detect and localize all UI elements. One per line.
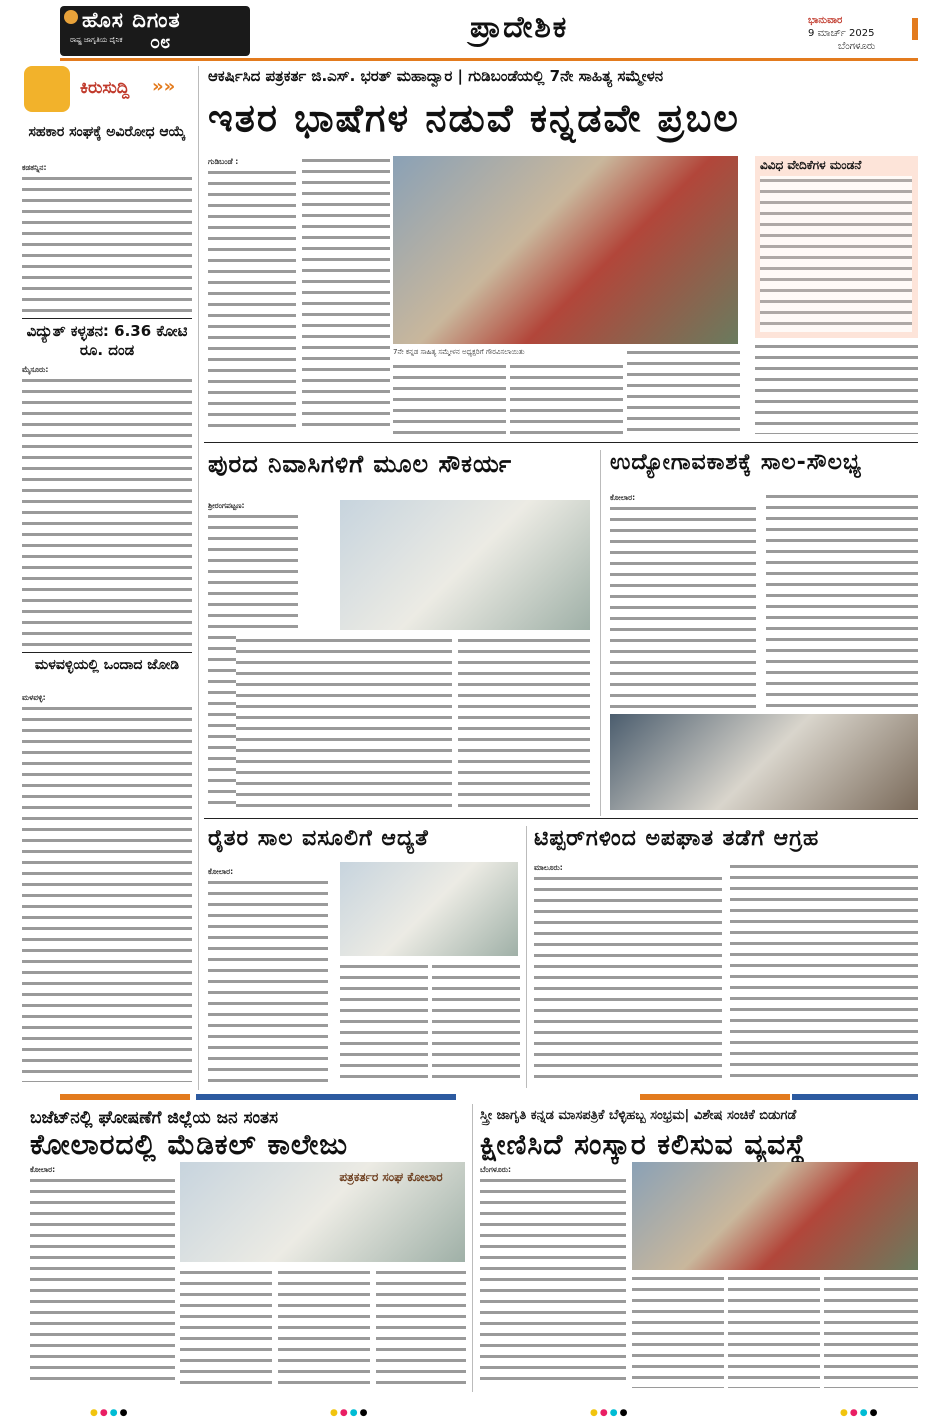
logo-icon [64,10,78,24]
raitara-body-col2 [340,962,428,1084]
samskara-headline: ಕ್ಷೀಣಿಸಿದೆ ಸಂಸ್ಕಾರ ಕಲಿಸುವ ವ್ಯವಸ್ಥೆ [480,1128,806,1161]
purada-headline: ಪುರದ ನಿವಾಸಿಗಳಿಗೆ ಮೂಲ ಸೌಕರ್ಯ [208,450,513,478]
story1-title: ಸಹಕಾರ ಸಂಘಕ್ಕೆ ಅವಿರೋಧ ಆಯ್ಕೆ [28,124,186,140]
date-city: ಬೆಂಗಳೂರು [838,41,876,52]
medical-body-col3 [278,1268,370,1388]
medical-photo-banner: ಪತ್ರಕರ್ತರ ಸಂಘ ಕೋಲಾರ [339,1170,443,1184]
medical-body-col2 [180,1268,272,1388]
lead-photo [393,156,738,344]
story1-dateline: ಕಡತನ್ನಿನ: [22,163,47,172]
lead-dateline: ಗುಡಿಬಂಡೆ : [208,157,239,166]
purada-body-col2 [236,636,346,812]
purada-dateline: ಶ್ರೀರಂಗಪಟ್ಟಣ: [208,501,245,510]
divider [22,652,192,653]
udyoga-dateline: ಕೋಲಾರ: [610,493,636,502]
divider [204,818,918,819]
registration-marks: ●●●● [330,1408,370,1418]
tipper-dateline: ಮಾಲೂರು: [534,863,563,872]
divider [22,318,192,319]
story2-body [22,376,192,646]
udyoga-photo [610,714,918,810]
accent-strip [640,1094,790,1100]
masthead-subtitle: ರಾಷ್ಟ್ರ ಜಾಗೃತಿಯ ದೈನಿಕ [70,36,123,44]
accent-strip [60,1094,190,1100]
purada-photo [340,500,590,630]
top-rule [60,58,918,61]
kiru-suddi-label: ಕಿರುಸುದ್ದಿ [80,78,130,98]
sidebar-title: ವಿವಿಧ ವೇದಿಕೆಗಳ ಮಂಡನೆ [760,158,862,172]
column-divider [600,450,601,816]
medical-headline: ಕೋಲಾರದಲ್ಲಿ ಮೆಡಿಕಲ್ ಕಾಲೇಜು [30,1128,348,1161]
date-text: 9 ಮಾರ್ಚ್ 2025 [808,28,875,39]
medical-dateline: ಕೋಲಾರ: [30,1165,56,1174]
date-box [808,14,875,53]
story3-title: ಮಳವಳ್ಳಿಯಲ್ಲಿ ಒಂದಾದ ಜೋಡಿ [34,657,180,673]
registration-marks: ●●●● [840,1408,880,1418]
raitara-dateline: ಕೋಲಾರ: [208,867,234,876]
samskara-body-col3 [728,1274,820,1388]
story3-body [22,704,192,1082]
raitara-body-col3 [432,962,520,1084]
column-divider [526,826,527,1088]
samskara-kicker: ಸ್ತ್ರೀ ಜಾಗೃತಿ ಕನ್ನಡ ಮಾಸಪತ್ರಿಕೆ ಬೆಳ್ಳಿಹಬ್ಬ ಸಂಭ್ರಮ| ವಿಶೇಷ ಸಂಚಿಕೆ ಬಿಡುಗಡೆ [480,1108,797,1123]
registration-marks: ●●●● [590,1408,630,1418]
raitara-body-col1 [208,878,328,1084]
lead-kicker: ಆಕರ್ಷಿಸಿದ ಪತ್ರಕರ್ತ ಜಿ.ಎಸ್. ಭರತ್ ಮಹಾದ್ವಾರ | ಗುಡಿಬಂಡೆಯಲ್ಲಿ 7ನೇ ಸಾಹಿತ್ಯ ಸಮ್ಮೇಳನ [208,67,664,85]
date-day: ಭಾನುವಾರ [808,15,843,26]
accent-strip [196,1094,456,1100]
raitara-photo [340,862,518,956]
sidebar-body [760,176,912,332]
lead-headline: ಇತರ ಭಾಷೆಗಳ ನಡುವೆ ಕನ್ನಡವೇ ಪ್ರಬಲ [208,96,740,140]
purada-body-col4 [458,636,590,812]
samskara-body-col1 [480,1176,626,1388]
lead-body-col1 [208,168,296,434]
samskara-body-col4 [824,1274,918,1388]
tipper-body-col1 [534,874,722,1084]
medical-body-col4 [376,1268,466,1388]
story2-title: ವಿದ್ಯುತ್ ಕಳ್ಳತನ: 6.36 ಕೋಟಿ ರೂ. ದಂಡ [26,322,188,359]
accent-strip [792,1094,918,1100]
chevrons-icon: »» [152,76,176,97]
raitara-headline: ರೈತರ ಸಾಲ ವಸೂಲಿಗೆ ಆದ್ಯತೆ [208,826,429,851]
medical-kicker: ಬಜೆಟ್‌ನಲ್ಲಿ ಘೋಷಣೆಗೆ ಜಿಲ್ಲೆಯ ಜನ ಸಂತಸ [30,1108,279,1128]
purada-body-col3 [342,636,452,812]
accent-bar [912,18,918,40]
hand-icon [24,66,70,112]
column-divider [198,66,199,1090]
samskara-body-col2 [632,1274,724,1388]
tipper-headline: ಟಿಪ್ಪರ್‌ಗಳಿಂದ ಅಪಘಾತ ತಡೆಗೆ ಆಗ್ರಹ [534,826,820,851]
story1-body [22,174,192,314]
samskara-dateline: ಬೆಂಗಳೂರು: [480,1165,512,1174]
divider [204,442,918,443]
tipper-body-col2 [730,862,918,1084]
lead-body-col2 [302,156,390,434]
story3-dateline: ಮಳವಳ್ಳಿ: [22,693,46,702]
masthead-title: ಹೊಸ ದಿಗಂತ [82,8,181,32]
lead-body-col5 [627,348,740,434]
udyoga-body-col2 [766,492,918,710]
story2-dateline: ಮೈಸೂರು: [22,365,49,374]
lead-body-col6 [755,342,918,434]
lead-photo-caption: 7ನೇ ಕನ್ನಡ ಸಾಹಿತ್ಯ ಸಮ್ಮೇಳನ ಅಧ್ಯಕ್ಷರಿಗೆ ಗೌರವಿಸಲಾಯಿತು [393,348,525,356]
lead-body-col4 [510,362,623,434]
column-divider [472,1104,473,1392]
udyoga-headline: ಉದ್ಯೋಗಾವಕಾಶಕ್ಕೆ ಸಾಲ-ಸೌಲಭ್ಯ [610,450,862,475]
samskara-photo [632,1162,918,1270]
lead-body-col3 [393,362,506,434]
registration-marks: ●●●● [90,1408,130,1418]
medical-body-col1 [30,1176,175,1388]
udyoga-body-col1 [610,504,756,710]
section-title: ಪ್ರಾದೇಶಿಕ [470,10,569,45]
page-number: ೦೮ [150,32,171,53]
